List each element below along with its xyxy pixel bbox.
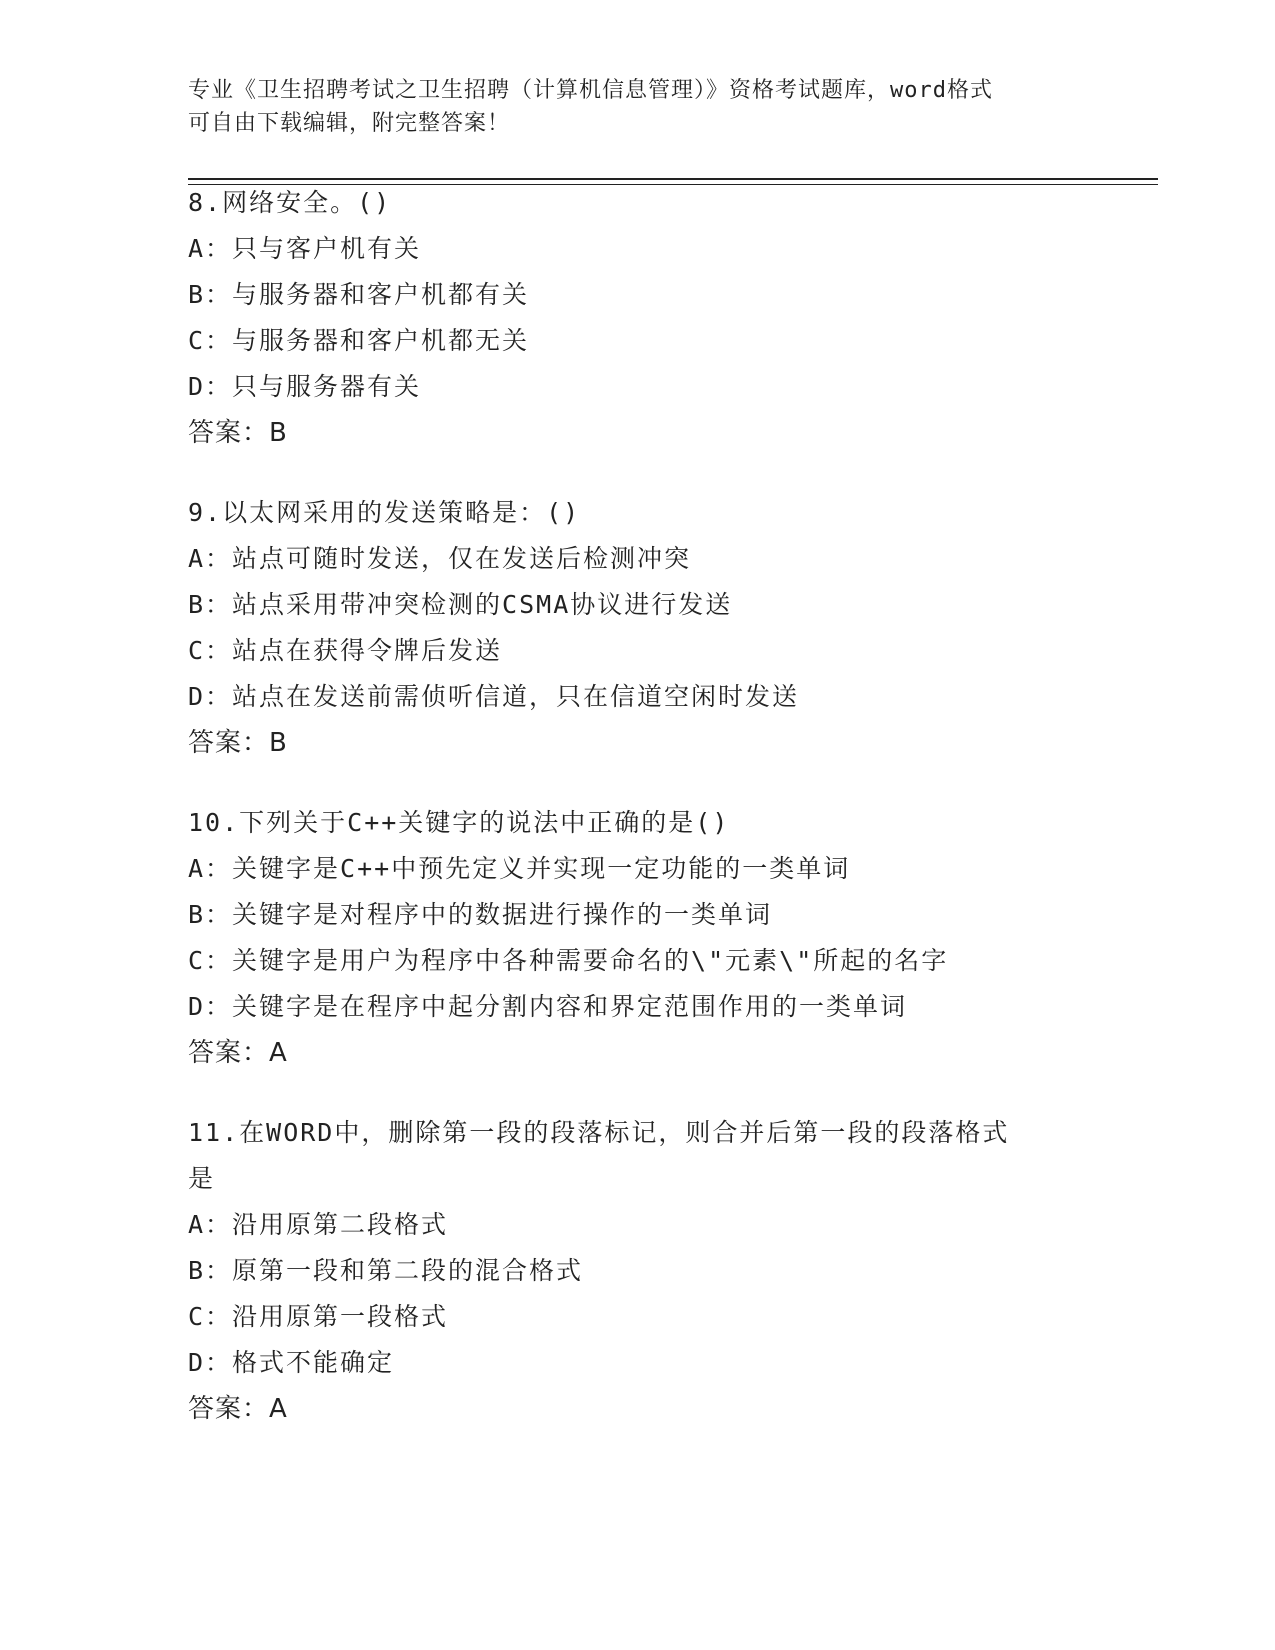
question-stem: 11.在WORD中，删除第一段的段落标记，则合并后第一段的段落格式 <box>188 1118 1010 1147</box>
option-d: D：站点在发送前需侦听信道，只在信道空闲时发送 <box>188 682 800 711</box>
option-d: D：格式不能确定 <box>188 1348 395 1377</box>
question-9 <box>188 490 1188 766</box>
question-stem: 10.下列关于C++关键字的说法中正确的是() <box>188 808 730 837</box>
answer-line: 答案：A <box>188 1038 288 1068</box>
question-10 <box>188 800 1188 1076</box>
option-c: C：关键字是用户为程序中各种需要命名的\"元素\"所起的名字 <box>188 946 949 975</box>
question-11 <box>188 1110 1188 1432</box>
answer-line: 答案：A <box>188 1394 288 1424</box>
option-d: D：只与服务器有关 <box>188 372 422 401</box>
option-b: B：与服务器和客户机都有关 <box>188 280 530 309</box>
question-stem-continued: 是 <box>188 1164 216 1193</box>
option-a: A：关键字是C++中预先定义并实现一定功能的一类单词 <box>188 854 851 883</box>
option-c: C：沿用原第一段格式 <box>188 1302 449 1331</box>
question-stem: 9.以太网采用的发送策略是：() <box>188 498 581 527</box>
option-b: B：关键字是对程序中的数据进行操作的一类单词 <box>188 900 773 929</box>
option-a: A：沿用原第二段格式 <box>188 1210 449 1239</box>
question-stem: 8.网络安全。() <box>188 188 392 217</box>
document-header <box>188 74 1068 140</box>
answer-line: 答案：B <box>188 418 288 448</box>
option-b: B：原第一段和第二段的混合格式 <box>188 1256 584 1285</box>
option-a: A：只与客户机有关 <box>188 234 422 263</box>
option-b: B：站点采用带冲突检测的CSMA协议进行发送 <box>188 590 733 619</box>
header-line-2: 可自由下载编辑，附完整答案！ <box>188 111 511 136</box>
answer-line: 答案：B <box>188 728 288 758</box>
option-d: D：关键字是在程序中起分割内容和界定范围作用的一类单词 <box>188 992 908 1021</box>
option-a: A：站点可随时发送，仅在发送后检测冲突 <box>188 544 692 573</box>
header-line-1: 专业《卫生招聘考试之卫生招聘（计算机信息管理）》资格考试题库，word格式 <box>188 78 993 103</box>
option-c: C：与服务器和客户机都无关 <box>188 326 530 355</box>
question-8 <box>188 180 1188 456</box>
option-c: C：站点在获得令牌后发送 <box>188 636 503 665</box>
